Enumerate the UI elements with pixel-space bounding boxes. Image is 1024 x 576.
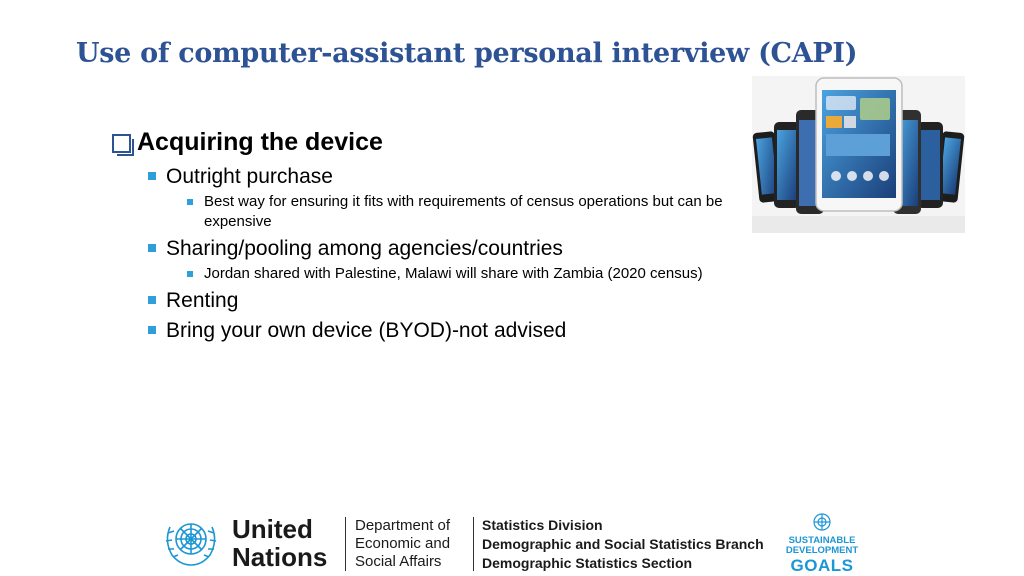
sub-list-item-text: Best way for ensuring it fits with requirements of census operations but can be expensive (204, 193, 723, 230)
section-heading (112, 124, 812, 160)
square-bullet-icon (187, 271, 193, 277)
sub-list-item (112, 264, 794, 284)
un-emblem-icon (160, 513, 222, 569)
square-bullet-icon (187, 199, 193, 205)
list-item (112, 287, 812, 314)
square-bullet-icon (148, 326, 156, 334)
checkbox-bullet-icon (112, 134, 131, 153)
desa-wordmark: Department of Economic and Social Affairs (355, 517, 451, 570)
square-bullet-icon (148, 244, 156, 252)
slide-title: Use of computer-assistant personal interview (CAPI) (76, 38, 858, 69)
list-item-text: Outright purchase (166, 165, 333, 188)
sub-list-item (112, 192, 794, 232)
square-bullet-icon (148, 296, 156, 304)
divider (473, 517, 474, 571)
footer-logos (160, 511, 860, 573)
statistics-division-text: Statistics Division Demographic and Social Statistics Branch Demographic Statistics Section (482, 517, 764, 571)
list-item-text: Renting (166, 289, 239, 312)
bullet-list (112, 124, 812, 344)
devices-image (752, 76, 965, 233)
sdg-logo: SUSTAINABLE DEVELOPMENT GOALS (784, 511, 860, 576)
list-item (112, 317, 812, 344)
divider (345, 517, 346, 571)
un-wordmark: United Nations (232, 514, 328, 572)
smartphones-tablet-illustration (752, 76, 965, 233)
un-emblem-small-icon (811, 511, 833, 533)
section-heading-text: Acquiring the device (137, 127, 383, 156)
square-bullet-icon (148, 172, 156, 180)
list-item-text: Sharing/pooling among agencies/countries (166, 237, 563, 260)
list-item (112, 163, 812, 190)
list-item-text: Bring your own device (BYOD)-not advised (166, 319, 567, 342)
sub-list-item-text: Jordan shared with Palestine, Malawi will share with Zambia (2020 census) (204, 265, 703, 282)
list-item (112, 235, 812, 262)
